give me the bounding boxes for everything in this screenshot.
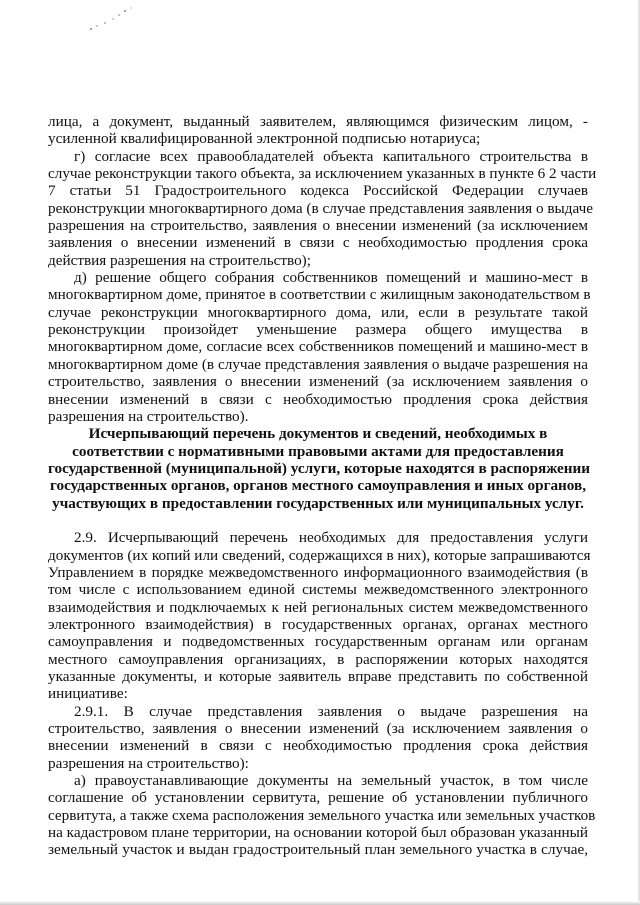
text-line: действия разрешения на строительство); (48, 251, 311, 269)
text-line: реконструкции многоквартирного дома (в случае представления заявления о выдаче (48, 199, 593, 217)
text-line: сервитута, а также схема расположения земельного участка или земельных участков (48, 806, 596, 824)
text-line: 2.9. Исчерпывающий перечень необходимых для предоставления услуги (74, 529, 588, 547)
text-line: на кадастровом плане территории, на основании которой был образован указанный (48, 824, 588, 842)
text-line: случае реконструкции многоквартирного дома, или, если в результате такой (48, 303, 588, 321)
text-line: строительство, заявления о внесении изменений (за исключением заявления о (48, 373, 588, 391)
text-line: соглашение об установлении сервитута, решение об установлении публичного (48, 789, 588, 807)
text-line: внесении изменений в связи с необходимостью продления срока действия (48, 390, 588, 408)
section-heading-line: соответствии с нормативными правовыми актами для предоставления (72, 442, 564, 460)
paragraph-gap (48, 512, 588, 529)
text-line: многоквартирном доме, согласие всех собственников помещений и машино-мест в (48, 338, 588, 356)
text-line: самоуправления и подведомственных государственным органам или органам (48, 633, 588, 651)
text-line: разрешения на строительство): (48, 754, 249, 772)
text-line: местного самоуправления организациях, в распоряжении которых находятся (48, 650, 588, 668)
text-line: 7 статьи 51 Градостроительного кодекса Российской Федерации случаев (48, 182, 588, 200)
text-line: случае реконструкции такого объекта, за исключением указанных в пункте 6 2 части (48, 165, 597, 183)
text-line: г) согласие всех правообладателей объекта капитального строительства в (74, 147, 588, 165)
scan-edge-bottom (0, 901, 640, 905)
scan-speck-marks (85, 5, 145, 33)
text-line: инициативе: (48, 685, 128, 703)
section-heading-line: государственной (муниципальной) услуги, которые находятся в распоряжении (48, 459, 591, 477)
section-heading-line: государственных органов, органов местного самоуправления и иных органов, (49, 477, 587, 495)
section-heading-line: Исчерпывающий перечень документов и сведений, необходимых в (88, 425, 548, 443)
text-line: разрешения на строительство). (48, 407, 249, 425)
text-line: документов (их копий или сведений, содержащихся в них), которые запрашиваются (48, 546, 591, 564)
text-line: реконструкции произойдет уменьшение размера общего имущества в (48, 321, 588, 339)
text-line: разрешения на строительство, заявления о внесении изменений (за исключением (48, 217, 588, 235)
text-line: заявления о внесении изменений в связи с необходимостью продления срока (48, 234, 588, 252)
text-line: взаимодействия и подключаемых к ней региональных систем межведомственного (48, 598, 588, 616)
text-line: Управлением в порядке межведомственного информационного взаимодействия (в (48, 563, 588, 581)
text-line: внесении изменений в связи с необходимостью продления срока действия (48, 737, 588, 755)
text-line: 2.9.1. В случае представления заявления о выдаче разрешения на (74, 702, 588, 720)
text-line: многоквартирном доме (в случае представления заявления о выдаче разрешения на (48, 355, 588, 373)
text-line: усиленной квалифицированной электронной подписью нотариуса; (48, 130, 481, 148)
text-line: многоквартирном доме, принятое в соответствии с жилищным законодательством в (48, 286, 591, 304)
text-line: указанные документы, и которые заявитель вправе представить по собственной (48, 668, 588, 685)
document-body (48, 113, 597, 859)
text-line: строительство, заявления о внесении изменений (за исключением заявления о (48, 720, 588, 738)
text-line: д) решение общего собрания собственников помещений и машино-мест в (74, 269, 588, 287)
text-line: электронного взаимодействия) в государственных органах, органах местного (48, 615, 588, 633)
text-line: земельный участок и выдан градостроительный план земельного участка в случае, (48, 841, 588, 859)
text-line: а) правоустанавливающие документы на земельный участок, в том числе (74, 772, 588, 790)
text-line: лица, а документ, выданный заявителем, являющимся физическим лицом, - (48, 113, 588, 130)
text-line: том числе с использованием единой системы межведомственного электронного (48, 581, 588, 599)
section-heading-line: участвующих в предоставлении государственных или муниципальных услуг. (52, 494, 584, 512)
